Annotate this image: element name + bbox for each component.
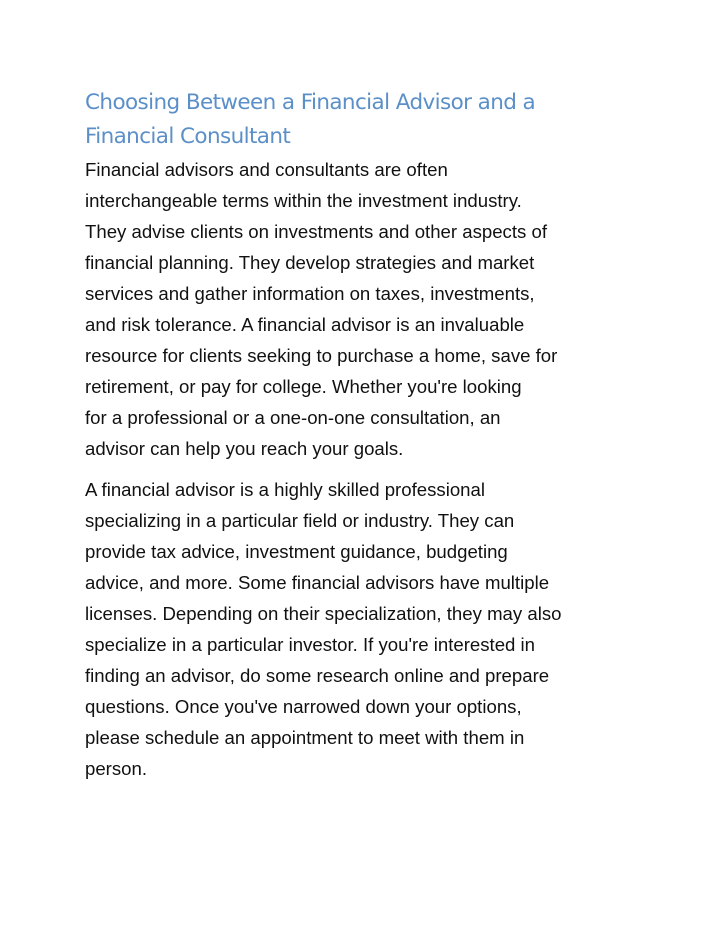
- body-paragraph: Financial advisors and consultants are often interchangeable terms within the investment industry. They advise clients on investments and other aspects of financial planning. They develop strategies and market services and gather information on taxes, investments, and risk tolerance. A financial advisor is an invaluable resource for clients seeking to purchase a home, save for retirement, or pay for college. Whether you're looking for a professional or a one-on-one consultation, an advisor can help you reach your goals.: [85, 159, 558, 459]
- document-body: [85, 86, 645, 784]
- document-title: [85, 86, 645, 154]
- body-paragraph: A financial advisor is a highly skilled professional specializing in a particular field or industry. They can provide tax advice, investment guidance, budgeting advice, and more. Some financial advisors have multiple licenses. Depending on their specialization, they may also specialize in a particular investor. If you're interested in finding an advisor, do some research online and prepare questions. Once you've narrowed down your options, please schedule an appointment to meet with them in person.: [85, 479, 562, 779]
- document-title-line: Choosing Between a Financial Advisor and a: [85, 90, 536, 115]
- document-title-line: Financial Consultant: [85, 124, 291, 149]
